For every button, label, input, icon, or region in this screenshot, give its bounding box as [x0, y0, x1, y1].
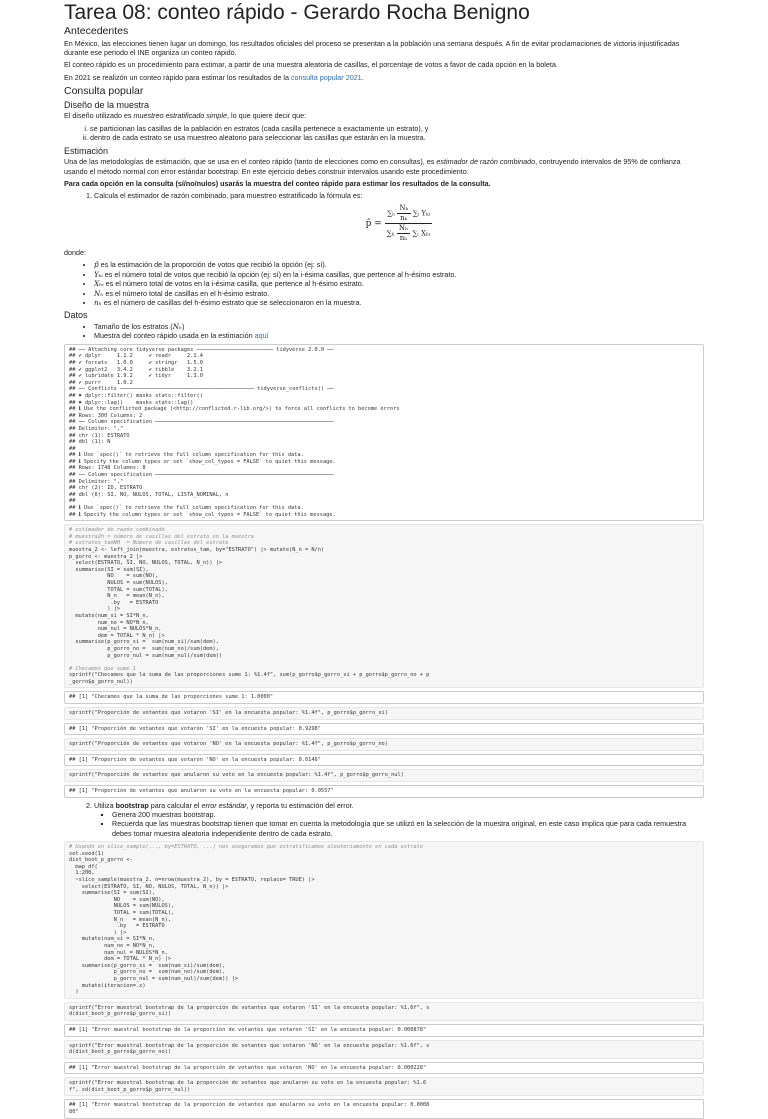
- output-block: ## [1] "Error muestral bootstrap de la proporción de votantes que votaron 'NO' en la encuesta popular: 0.000228": [64, 1062, 704, 1075]
- ratio-estimator-formula: p̂ = ∑ₕ $\frac{\text{Nₕ}}{\text{nₕ}}$ ∑ᵢ Yₖᵢ ∑ₕ $\frac{\text{Nₕ}}{\text{nₕ}}$ ∑ᵢ Xₕᵢ: [365, 203, 431, 243]
- output-block: ## ── Attaching core tidyverse packages ──────────────────────── tidyverse 2.0.0 ── ## ✔ dplyr 1.1.2 ✔ readr 2.1.4 ## ✔ forcats 1.0.0 ✔ stringr 1.5.0 ## ✔ ggplot2 3.4.2 ✔ tibble 3.2.1 ## ✔ lubridate 1.9.2 ✔ tidyr 1.3.0 ## ✔ purrr 1.0.2 ## ── Conflicts ────────────────────────────────────────── tidyverse_conflicts() ── ## ✖ dplyr::filter() masks stats::filter() ## ✖ dplyr::lag() masks stats::lag() ## ℹ Use the conflicted package (<http://conflicted.r-lib.org/>) to force all conflicts to become errors ## Rows: 300 Columns: 2 ## ── Column specification ──────────────────────────────────────────────────────── ## Delimiter: "," ## chr (1): ESTRATO ## dbl (1): N ## ## ℹ Use `spec()` to retrieve the full column specification for this data. ## ℹ Specify the column types or set `show_col_types = FALSE` to quiet this message. ## Rows: 1748 Columns: 8 ## ── Column specification ──────────────────────────────────────────────────────── ## Delimiter: "," ## chr (2): ID, ESTRATO ## dbl (6): SI, NO, NULOS, TOTAL, LISTA_NOMINAL, n ## ## ℹ Use `spec()` to retrieve the full column specification for this data. ## ℹ Specify the column types or set `show_col_types = FALSE` to quiet this message.: [64, 344, 704, 521]
- output-block: ## [1] "Checamos que la suma de las proporciones sume 1: 1.0000": [64, 691, 704, 704]
- list-item: ▪ Genera 200 muestras bootstrap.: [112, 810, 704, 819]
- output-block: ## [1] "Error muestral bootstrap de la proporción de votantes que anularon su voto en la encuesta popular: 0.0008 80": [64, 1099, 704, 1118]
- code-block: sprintf("Proporción de votantes que anularon su voto en la encuesta popular: %1.4f", p_gorro$p_gorro_nul): [64, 769, 704, 782]
- code-block: # Usando en slice_sample(..., by=ESTRATO, ...) nos aseguramos que estratificamos aleatoriamente en cada estrato set.seed(1) dist_boot_p_gorro <- map_df( 1:200, ~slice_sample(muestra_2, n=nrow(muestra_2), by = ESTRATO, replace= TRUE) |> select(ESTRATO, SI, NO, NULOS, TOTAL, N_n)) |> summarise(SI = sum(SI), NO = sum(NO), NULOS = sum(NULOS), TOTAL = sum(TOTAL), N_n = mean(N_n), .by = ESTRATO ) |> mutate(num_si = SI*N_n, num_no = NO*N_n, num_nul = NULOS*N_n, dem = TOTAL * N_n) |> summarise(p_gorro_si = sum(num_si)/sum(dem), p_gorro_no = sum(num_no)/sum(dem), p_gorro_nul = sum(num_nul)/sum(dem)) |> mutate(iteracion=.x) ): [64, 841, 704, 999]
- output-block: ## [1] "Proporción de votantes que anularon su voto en la encuesta popular: 0.0557": [64, 785, 704, 798]
- list-item: • nₕ es el número de casillas del h-ésimo estrato que se seleccionaron en la muestra.: [94, 298, 704, 307]
- code-block: # estimador de razón combinado # muestra2h = número de casillas del estrato en la muestra # estratos_tamNH = Número de casillas del estrato muestra_2 <- left_join(muestra, estratos_tam, by="ESTRATO") |> mutate(N_n = N/n) p_gorro <- muestra_2 |> select(ESTRATO, SI, NO, NULOS, TOTAL, N_n)) |> summarise(SI = sum(SI), NO = sum(NO), NULOS = sum(NULOS), TOTAL = sum(TOTAL), N_n = mean(N_n), .by = ESTRATO ) |> mutate(num_si = SI*N_n, num_no = NO*N_n, num_nul = NULOS*N_n, dem = TOTAL * N_n) |> summarise(p_gorro_si = sum(num_si)/sum(dem), p_gorro_no = sum(num_no)/sum(dem), p_gorro_nul = sum(num_nul)/sum(dem)) # Checamos que sume 1 sprintf("Checamos que la suma de las proporciones sume 1: %1.4f", sum(p_gorro$p_gorro_si + p_gorro$p_gorro_no + p _gorro$p_gorro_nul)): [64, 524, 704, 688]
- steps-list-2: [64, 801, 704, 838]
- step-1: 1. Calcula el estimador de razón combinado, para muestreo estratificado la fórmula es: p̂ = ∑ₕ $\frac{\text{Nₕ}}{\text{nₕ}}$ ∑ᵢ Yₖᵢ ∑ₕ $\frac{\text{Nₕ}}{\text{nₕ}}$ ∑ᵢ Xₕᵢ: [94, 191, 704, 243]
- output-block: ## [1] "Proporción de votantes que votaron 'SI' en la encuesta popular: 0.9298": [64, 723, 704, 736]
- donde-label: donde:: [64, 248, 86, 258]
- list-item: • Yₖᵢ es el número total de votos que recibió la opción (ej: sí) en la i-ésima casillas, que pertence al h-ésimo estrato.: [94, 270, 704, 279]
- subsection-estimacion: Estimación: [64, 145, 109, 156]
- list-item: ▪ Recuerda que las muestras bootstrap tienen que tomar en cuenta la metodología que se utilizó en la selección de la muestra original, en este caso implica que para cada remuestra debes tomar muestra aleatoria independiente dentro de cada estrato.: [112, 819, 704, 838]
- paragraph: El conteo rápido es un procedimiento para estimar, a partir de una muestra aleatoria de casillas, el porcentaje de votos a favor de cada opción en la boleta.: [64, 60, 558, 70]
- consulta-popular-link[interactable]: consulta popular 2021: [290, 72, 362, 82]
- list-item: • p̂ es la estimación de la proporción de votos que recibió la opción (ej: sí).: [94, 260, 704, 269]
- paragraph: En 2021 se realizón un conteo rápido para estimar los resultados de la consulta popular 2021.: [64, 72, 364, 82]
- donde-list: [64, 260, 704, 307]
- datos-list: [64, 322, 704, 341]
- list-item: • Muestra del conteo rápido usada en la estimación aquí: [94, 331, 704, 340]
- section-antecedentes: Antecedentes: [64, 25, 129, 37]
- list-item: • Xₕᵢ es el número total de votos en la i-ésima casilla, que pertence al h-ésimo estrato.: [94, 279, 704, 288]
- paragraph: En México, las elecciones tienen lugar un domingo, los resultados oficiales del proceso se presentan a la población una semana después. A fin de evitar proclamaciones de victoria injustificadas durante ese periodo el INE organiza un conteo rápido.: [64, 38, 680, 57]
- step-2-sublist: [94, 810, 704, 838]
- output-block: ## [1] "Error muestral bootstrap de la proporción de votantes que votaron 'SI' en la encuesta popular: 0.000878": [64, 1024, 704, 1037]
- subsection-datos: Datos: [64, 310, 88, 321]
- subsection-diseno: Diseño de la muestra: [64, 99, 150, 110]
- section-consulta: Consulta popular: [64, 85, 144, 98]
- muestra-link[interactable]: aquí: [254, 331, 269, 341]
- paragraph: Una de las metodologías de estimación, que se usa en el conteo rápido (tanto de elecciones como en consultas), es estimador de razón combinado, contruyendo intervalos de 95% de confianza usando el método normal con error estándar bootstrap. En este ejercicio debes construir intervalos usando este procedimiento.: [64, 157, 681, 176]
- page-title: Tarea 08: conteo rápido - Gerardo Rocha Benigno: [64, 1, 530, 24]
- code-block: sprintf("Error muestral bootstrap de la proporción de votantes que votaron 'SI' en la encuesta popular: %1.6f", s d(dist_boot_p_gorro$p_gorro_si)): [64, 1002, 704, 1021]
- code-block: sprintf("Proporción de votantes que votaron 'SI' en la encuesta popular: %1.4f", p_gorro$p_gorro_si): [64, 707, 704, 720]
- list-item: • Nₕ es el número total de casillas en el h-ésimo estrato.: [94, 289, 704, 298]
- list-item: • Tamaño de los estratos (Nₕ): [94, 322, 704, 331]
- step-2: 2. Utiliza bootstrap para calcular el error estándar, y reporta tu estimación del error. ▪ Genera 200 muestras bootstrap. ▪ Recuerda que las muestras bootstrap tienen que tomar en cuenta la metodología que se utilizó en la selección de la muestra original, en este caso implica que para cada remuestra debes tomar muestra aleatoria independiente dentro de cada estrato.: [94, 801, 704, 838]
- list-item: ii. dentro de cada estrato se usa muestreo aleatorio para seleccionar las casillas que estarán en la muestra.: [90, 133, 704, 142]
- diseno-list: [64, 124, 704, 143]
- paragraph: El diseño utilizado es muestreo estratificado simple, lo que quiere decir que:: [64, 111, 307, 121]
- bold-instruction: Para cada opción en la consulta (sí/no/nulos) usarás la muestra del conteo rápido para estimar los resultados de la consulta.: [64, 179, 491, 189]
- list-item: i. se particionan las casillas de la pablación en estratos (cada casilla pertenece a exactamente un estrato), y: [90, 124, 704, 133]
- code-block: sprintf("Proporción de votantes que votaron 'NO' en la encuesta popular: %1.4f", p_gorro$p_gorro_no): [64, 738, 704, 751]
- output-block: ## [1] "Proporción de votantes que votaron 'NO' en la encuesta popular: 0.0146": [64, 754, 704, 767]
- code-block: sprintf("Error muestral bootstrap de la proporción de votantes que votaron 'NO' en la encuesta popular: %1.6f", s d(dist_boot_p_gorro$p_gorro_no)): [64, 1040, 704, 1059]
- code-block: sprintf("Error muestral bootstrap de la proporción de votantes que anularon su voto en la encuesta popular: %1.6 f", sd(dist_boot_p_gorro$p_gorro_nul)): [64, 1077, 704, 1096]
- steps-list: [64, 191, 704, 243]
